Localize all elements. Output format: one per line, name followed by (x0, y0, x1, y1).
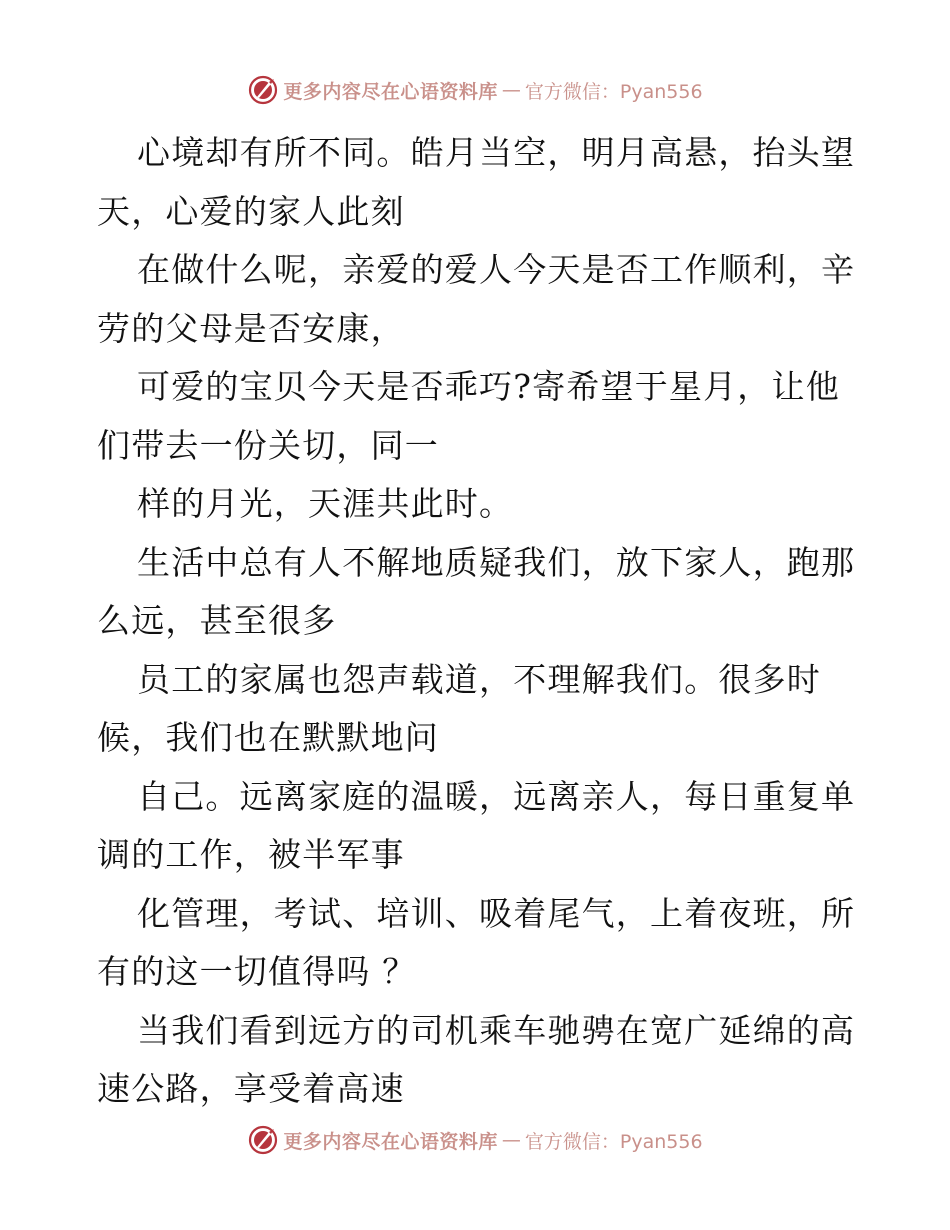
text-line: 调的工作，被半军事 (97, 835, 405, 874)
footer-watermark (0, 1122, 950, 1158)
watermark-dash: — (501, 1129, 521, 1151)
text-line: 天，心爱的家人此刻 (97, 191, 405, 231)
text-line: 化管理，考试、培训、吸着尾气，上着夜班，所 (137, 893, 856, 933)
text-line: 们带去一份关切，同一 (97, 425, 439, 465)
text-line: 在做什么呢，亲爱的爱人今天是否工作顺利，辛 (137, 250, 856, 289)
watermark-dash: — (501, 79, 521, 101)
header-watermark (0, 72, 950, 108)
text-line: 劳的父母是否安康， (97, 308, 405, 348)
quill-logo-icon (247, 1124, 279, 1156)
text-line: 么远，甚至很多 (97, 601, 337, 640)
text-line: 心境却有所不同。皓月当空，明月高悬，抬头望 (137, 133, 856, 172)
text-line: 自己。远离家庭的温暖，远离亲人，每日重复单 (137, 776, 856, 816)
watermark-wechat-text: 官方微信：Pyan556 (524, 1130, 703, 1153)
text-line: 样的月光，天涯共此时。 (137, 484, 514, 523)
watermark-brand-text: 更多内容尽在心语资料库 (283, 1130, 498, 1153)
text-line: 速公路，享受着高速 (97, 1069, 405, 1108)
text-line: 生活中总有人不解地质疑我们，放下家人，跑那 (137, 542, 856, 582)
watermark-wechat-text: 官方微信：Pyan556 (524, 80, 703, 103)
text-line: 候，我们也在默默地问 (97, 718, 439, 757)
text-line: 有的这一切值得吗 ？ (97, 952, 417, 991)
quill-logo-icon (247, 74, 279, 106)
document-body (97, 124, 857, 1119)
text-line: 当我们看到远方的司机乘车驰骋在宽广延绵的高 (137, 1010, 856, 1050)
text-line: 员工的家属也怨声载道，不理解我们。很多时 (137, 659, 821, 699)
watermark-brand-text: 更多内容尽在心语资料库 (283, 80, 498, 103)
text-line: 可爱的宝贝今天是否乖巧?寄希望于星月，让他 (137, 367, 840, 406)
